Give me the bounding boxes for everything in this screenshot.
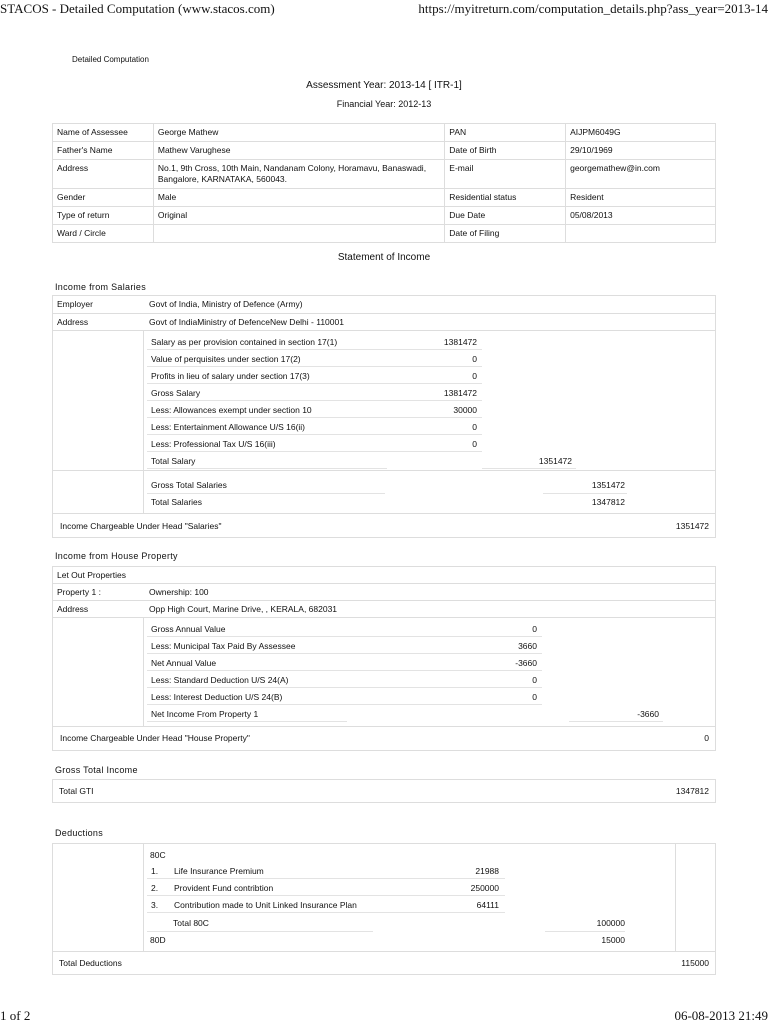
deductions-section-title: Deductions bbox=[55, 828, 104, 838]
item-value: 0 bbox=[472, 422, 477, 432]
item-value: 250000 bbox=[470, 883, 499, 893]
field-value: Male bbox=[153, 189, 444, 207]
employer-address-row bbox=[53, 314, 715, 331]
deduction-item-row bbox=[147, 862, 505, 879]
property-item-row bbox=[147, 688, 542, 705]
field-label: Gender bbox=[53, 189, 154, 207]
salary-item-row bbox=[147, 384, 482, 401]
total-80c-value: 100000 bbox=[596, 918, 625, 928]
item-number: 1. bbox=[151, 866, 159, 876]
field-value: George Mathew bbox=[153, 124, 444, 142]
print-footer-datetime: 06-08-2013 21:49 bbox=[674, 1008, 768, 1023]
item-value: 1381472 bbox=[443, 388, 477, 398]
field-label: Due Date bbox=[445, 207, 566, 225]
item-value: 3660 bbox=[518, 641, 537, 651]
document-label: Detailed Computation bbox=[72, 55, 149, 64]
field-value: 05/08/2013 bbox=[566, 207, 716, 225]
field-value: AIJPM6049G bbox=[566, 124, 716, 142]
employer-label: Employer bbox=[57, 299, 93, 309]
salaries-chargeable-label: Income Chargeable Under Head "Salaries" bbox=[60, 521, 222, 531]
total-value: -3660 bbox=[637, 709, 659, 719]
item-label: Provident Fund contribtion bbox=[174, 883, 274, 893]
total-deductions-value: 115000 bbox=[681, 958, 709, 968]
field-label: Address bbox=[53, 160, 154, 189]
item-label: Less: Entertainment Allowance U/S 16(ii) bbox=[151, 422, 306, 432]
property-label: Property 1 : bbox=[57, 587, 101, 597]
house-section-title: Income from House Property bbox=[55, 551, 178, 561]
assessee-row bbox=[53, 160, 716, 189]
salaries-chargeable-value: 1351472 bbox=[675, 521, 709, 531]
section-80d-label: 80D bbox=[150, 935, 166, 945]
item-label: Less: Standard Deduction U/S 24(A) bbox=[151, 675, 289, 685]
gti-section-title: Gross Total Income bbox=[55, 765, 138, 775]
item-value: 0 bbox=[472, 439, 477, 449]
house-chargeable-row bbox=[53, 727, 715, 751]
salary-item-row bbox=[147, 401, 482, 418]
item-value: -3660 bbox=[515, 658, 537, 668]
print-header-title: STACOS - Detailed Computation (www.stacos.com) bbox=[0, 1, 275, 16]
house-chargeable-label: Income Chargeable Under Head "House Property" bbox=[60, 733, 250, 743]
section-80c-label: 80C bbox=[150, 850, 166, 860]
item-label: Less: Allowances exempt under section 10 bbox=[151, 405, 312, 415]
print-header-url: https://myitreturn.com/computation_details.php?ass_year=2013-14 bbox=[418, 1, 768, 16]
employer-row bbox=[53, 296, 715, 314]
house-box bbox=[52, 566, 716, 751]
gti-value: 1347812 bbox=[675, 786, 709, 796]
statement-title: Statement of Income bbox=[337, 252, 431, 263]
item-value: 0 bbox=[472, 371, 477, 381]
item-label: Value of perquisites under section 17(2) bbox=[151, 354, 301, 364]
item-label: Less: Professional Tax U/S 16(iii) bbox=[151, 439, 276, 449]
field-value: georgemathew@in.com bbox=[566, 160, 716, 189]
salaries-box bbox=[52, 295, 716, 538]
item-value: 0 bbox=[532, 675, 537, 685]
ownership-value: Ownership: 100 bbox=[149, 587, 209, 597]
gross-total-salaries-label: Gross Total Salaries bbox=[151, 480, 227, 490]
salary-breakdown-row bbox=[53, 331, 715, 471]
deductions-breakdown-row bbox=[53, 844, 715, 952]
total-salary-row bbox=[147, 452, 572, 469]
deductions-box bbox=[52, 843, 716, 975]
house-chargeable-value: 0 bbox=[704, 733, 709, 743]
total-deductions-label: Total Deductions bbox=[59, 958, 122, 968]
item-label: Salary as per provision contained in section 17(1) bbox=[151, 337, 338, 347]
field-value: 29/10/1969 bbox=[566, 142, 716, 160]
item-label: Profits in lieu of salary under section 17(3) bbox=[151, 371, 310, 381]
item-label: Net Annual Value bbox=[151, 658, 217, 668]
item-value: 64111 bbox=[476, 900, 499, 910]
item-label: Less: Interest Deduction U/S 24(B) bbox=[151, 692, 283, 702]
assessee-row bbox=[53, 207, 716, 225]
total-deductions-row bbox=[53, 952, 715, 975]
field-label: Name of Assessee bbox=[53, 124, 154, 142]
property-row bbox=[53, 584, 715, 601]
let-out-label: Let Out Properties bbox=[57, 570, 126, 580]
total-value: 1351472 bbox=[538, 456, 572, 466]
field-value: Resident bbox=[566, 189, 716, 207]
employer-address-value: Govt of IndiaMinistry of DefenceNew Delhi - 110001 bbox=[149, 317, 344, 327]
salary-item-row bbox=[147, 333, 482, 350]
assessee-row bbox=[53, 124, 716, 142]
total-80c-label: Total 80C bbox=[173, 918, 209, 928]
assessee-row bbox=[53, 225, 716, 243]
salary-totals-row bbox=[53, 471, 715, 514]
field-label: Date of Filing bbox=[445, 225, 566, 243]
total-salaries-value: 1347812 bbox=[591, 497, 625, 507]
total-label: Total Salary bbox=[151, 456, 196, 466]
item-number: 2. bbox=[151, 883, 159, 893]
property-item-row bbox=[147, 654, 542, 671]
item-label: Less: Municipal Tax Paid By Assessee bbox=[151, 641, 296, 651]
deduction-item-row bbox=[147, 896, 505, 913]
item-value: 0 bbox=[472, 354, 477, 364]
item-label: Life Insurance Premium bbox=[174, 866, 264, 876]
gross-total-salaries-value: 1351472 bbox=[591, 480, 625, 490]
item-value: 30000 bbox=[453, 405, 477, 415]
item-value: 0 bbox=[532, 692, 537, 702]
assessee-info-table bbox=[52, 123, 716, 243]
property-address-label: Address bbox=[57, 604, 89, 614]
item-value: 0 bbox=[532, 624, 537, 634]
field-value: Mathew Varughese bbox=[153, 142, 444, 160]
salary-item-row bbox=[147, 418, 482, 435]
field-value bbox=[153, 225, 444, 243]
field-value: No.1, 9th Cross, 10th Main, Nandanam Colony, Horamavu, Banaswadi, Bangalore, KARNATAKA, 560043. bbox=[153, 160, 444, 189]
financial-year: Financial Year: 2012-13 bbox=[336, 99, 432, 109]
print-footer-page: 1 of 2 bbox=[0, 1008, 31, 1023]
property-address-value: Opp High Court, Marine Drive, , KERALA, 682031 bbox=[149, 604, 338, 614]
field-label: Date of Birth bbox=[445, 142, 566, 160]
field-label: E-mail bbox=[445, 160, 566, 189]
item-value: 21988 bbox=[475, 866, 499, 876]
property-address-row bbox=[53, 601, 715, 618]
gti-label: Total GTI bbox=[59, 786, 94, 796]
salary-item-row bbox=[147, 367, 482, 384]
field-label: Type of return bbox=[53, 207, 154, 225]
deduction-item-row bbox=[147, 879, 505, 896]
field-label: Father's Name bbox=[53, 142, 154, 160]
item-number: 3. bbox=[151, 900, 159, 910]
salary-item-row bbox=[147, 350, 482, 367]
property-item-row bbox=[147, 637, 542, 654]
item-label: Gross Annual Value bbox=[151, 624, 226, 634]
let-out-row bbox=[53, 567, 715, 584]
property-item-row bbox=[147, 620, 542, 637]
section-80d-value: 15000 bbox=[601, 935, 625, 945]
property-breakdown-row bbox=[53, 618, 715, 727]
salaries-section-title: Income from Salaries bbox=[55, 282, 147, 292]
field-label: Residential status bbox=[445, 189, 566, 207]
property-item-row bbox=[147, 671, 542, 688]
field-label: Ward / Circle bbox=[53, 225, 154, 243]
assessee-row bbox=[53, 189, 716, 207]
item-value: 1381472 bbox=[443, 337, 477, 347]
total-salaries-label: Total Salaries bbox=[151, 497, 203, 507]
assessment-year: Assessment Year: 2013-14 [ ITR-1] bbox=[306, 80, 462, 91]
field-value: Original bbox=[153, 207, 444, 225]
employer-address-label: Address bbox=[57, 317, 89, 327]
net-income-row bbox=[147, 705, 659, 722]
item-label: Contribution made to Unit Linked Insurance Plan bbox=[174, 900, 357, 910]
employer-value: Govt of India, Ministry of Defence (Army) bbox=[149, 299, 303, 309]
assessee-row bbox=[53, 142, 716, 160]
field-label: PAN bbox=[445, 124, 566, 142]
salaries-chargeable-row bbox=[53, 514, 715, 538]
item-label: Gross Salary bbox=[151, 388, 201, 398]
total-label: Net Income From Property 1 bbox=[151, 709, 259, 719]
gti-box bbox=[52, 779, 716, 803]
salary-item-row bbox=[147, 435, 482, 452]
field-value bbox=[566, 225, 716, 243]
